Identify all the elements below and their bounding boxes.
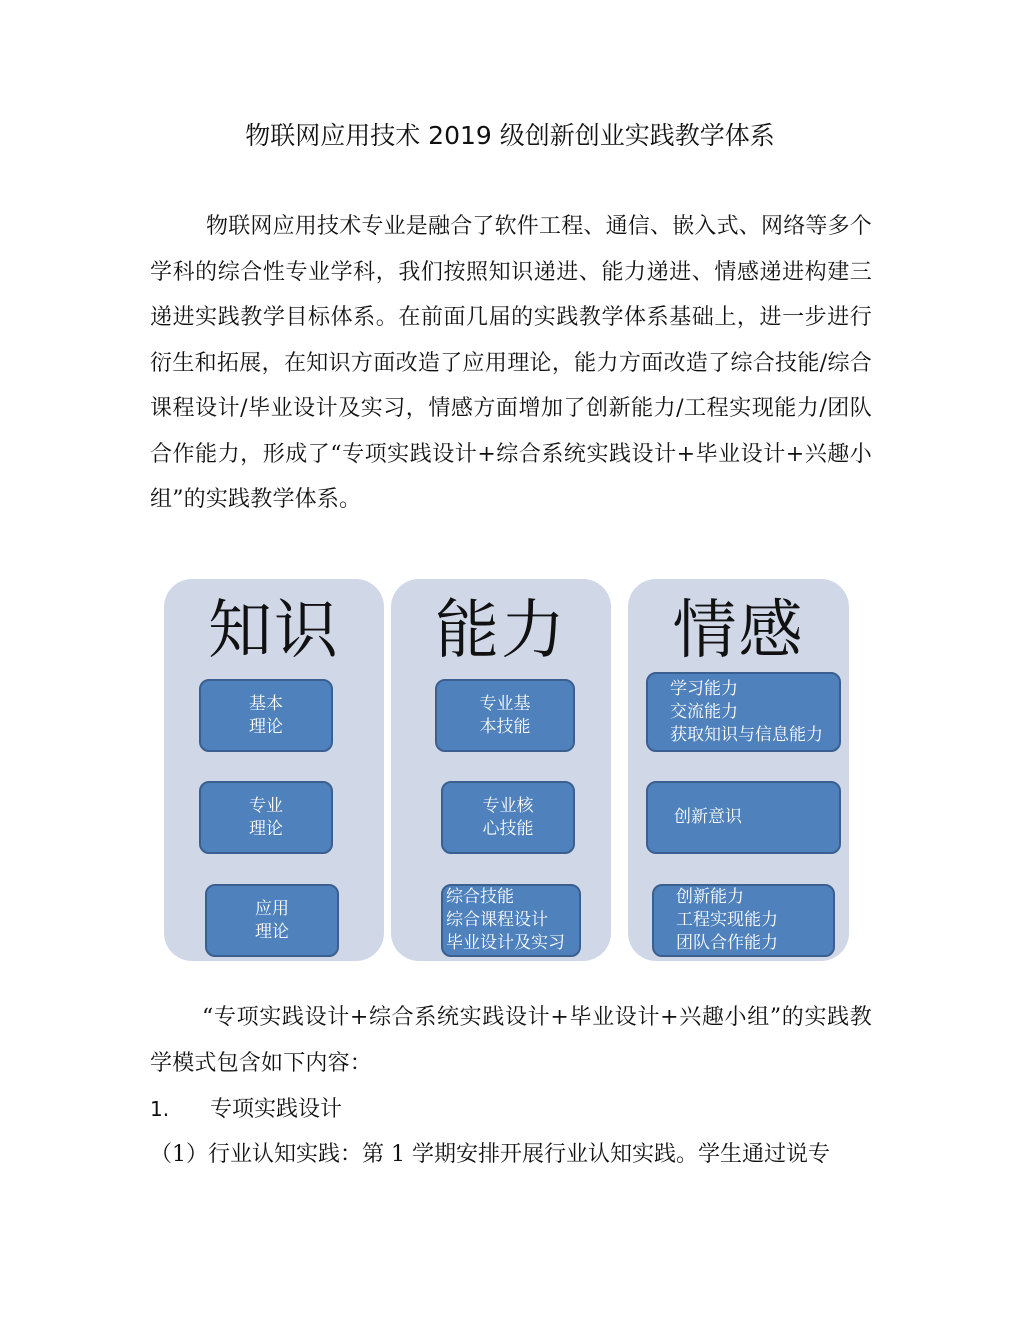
box-line: 专业核	[482, 795, 534, 816]
box-applied-theory	[205, 884, 339, 957]
column-heading-knowledge: 知识	[208, 594, 340, 668]
box-line: 团队合作能力	[676, 933, 778, 953]
box-line: 应用	[255, 898, 289, 919]
box-professional-theory	[199, 781, 333, 854]
diagram-column-knowledge	[164, 579, 384, 961]
box-line: 综合技能	[446, 887, 514, 907]
box-line: 专业	[249, 795, 283, 816]
box-line: 综合课程设计	[446, 910, 548, 930]
intro-paragraph: 物联网应用技术专业是融合了软件工程、通信、嵌入式、网络等多个学科的综合性专业学科，我们按照知识递进、能力递进、情感递进构建三递进实践教学目标体系。在前面几届的实践教学体系基础上，进一步进行衍生和拓展，在知识方面改造了应用理论，能力方面改造了综合技能/综合课程设计/毕业设计及实习，情感方面增加了创新能力/工程实现能力/团队合作能力，形成了“专项实践设计+综合系统实践设计+毕业设计+兴趣小组”的实践教学体系。	[150, 214, 873, 512]
box-line: 专业基	[479, 693, 531, 714]
box-line: 本技能	[479, 716, 531, 737]
list-item: （1）行业认知实践：第 1 学期安排开展行业认知实践。学生通过说专	[150, 1142, 830, 1167]
diagram-column-ability	[391, 579, 611, 961]
section-number: 1.	[150, 1097, 170, 1121]
box-line: 工程实现能力	[676, 910, 778, 930]
box-innovation-ability	[652, 884, 835, 957]
box-line: 基本	[249, 693, 283, 714]
box-line: 理论	[249, 716, 283, 737]
box-line: 理论	[255, 921, 289, 942]
box-line: 创新意识	[674, 807, 742, 827]
box-line: 理论	[249, 818, 283, 839]
box-comprehensive-skills	[441, 884, 581, 957]
document-title: 物联网应用技术 2019 级创新创业实践教学体系	[245, 121, 775, 150]
box-line: 学习能力	[670, 678, 738, 699]
box-line: 毕业设计及实习	[446, 933, 565, 953]
box-learning-ability	[646, 672, 841, 752]
column-heading-ability: 能力	[435, 594, 567, 668]
box-line: 获取知识与信息能力	[670, 724, 823, 745]
box-core-skills	[441, 781, 575, 854]
box-line: 创新能力	[676, 887, 744, 907]
box-innovation-awareness	[646, 781, 841, 854]
section-heading	[150, 1087, 342, 1132]
box-basic-skills	[435, 679, 575, 752]
column-heading-emotion: 情感	[672, 594, 805, 668]
section-title: 专项实践设计	[210, 1097, 343, 1122]
box-basic-theory	[199, 679, 333, 752]
box-line: 交流能力	[670, 701, 738, 722]
mode-paragraph: “专项实践设计+综合系统实践设计+毕业设计+兴趣小组”的实践教学模式包含如下内容：	[150, 1005, 872, 1076]
diagram-column-emotion	[628, 579, 849, 961]
box-line: 心技能	[482, 818, 534, 839]
